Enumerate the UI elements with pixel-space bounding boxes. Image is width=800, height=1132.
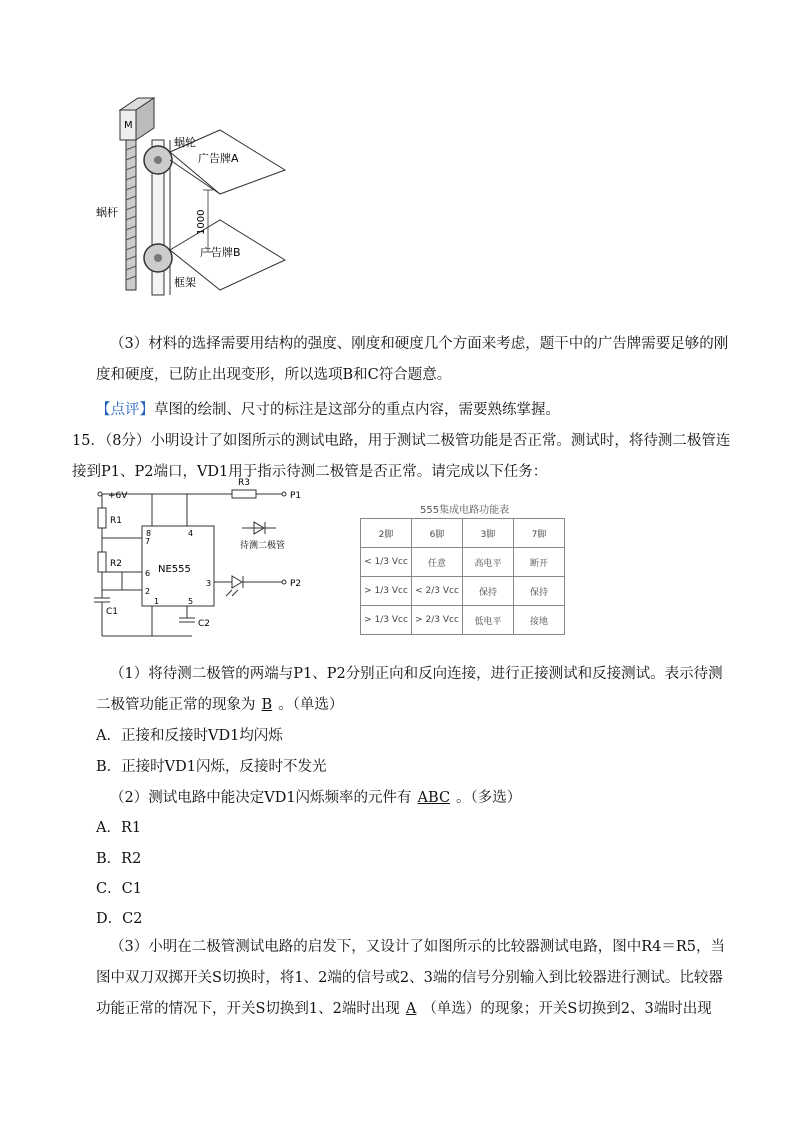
part2-option-c: C．C1 <box>96 881 142 897</box>
part1-option-a: A．正接和反接时VD1均闪烁 <box>96 728 283 744</box>
part2-answer: ABC <box>417 790 451 806</box>
r1-label: R1 <box>110 516 122 526</box>
q15-number: 15． <box>72 433 105 449</box>
part3-text-1: （3）小明在二极管测试电路的启发下，又设计了如图所示的比较器测试电路，图中R4＝R5，当图中双刀双掷开关S切换时，将1、2端的信号或2、3端的信号分别输入到比较器进行测试。比较器功能正常的情况下，开关S切换到1、2端时出现 <box>96 939 726 1017</box>
pin-6: 6 <box>145 569 151 578</box>
table-header: 3脚 <box>463 519 514 548</box>
table-cell: > 2/3 Vcc <box>412 606 463 635</box>
q15-part3-question <box>96 932 732 1025</box>
pin-5: 5 <box>188 597 194 606</box>
part2-text-after: 。（多选） <box>456 790 522 806</box>
table-cell: > 1/3 Vcc <box>361 577 412 606</box>
part2-option-d: D．C2 <box>96 911 143 927</box>
worm-label: 蜗杆 <box>96 206 118 219</box>
part1-answer: B <box>261 697 273 713</box>
table-title: 555集成电路功能表 <box>420 505 510 516</box>
dimension-label: 1000 <box>196 209 207 235</box>
c1-label: C1 <box>106 607 119 617</box>
p2-label: P2 <box>290 579 302 589</box>
part1-text-after: 。（单选） <box>278 697 344 713</box>
comment-text: 草图的绘制、尺寸的标注是这部分的重点内容，需要熟练掌握。 <box>154 402 560 418</box>
table-row <box>361 548 565 577</box>
part1-text-before: （1）将待测二极管的两端与P1、P2分别正向和反向连接，进行正接测试和反接测试。表示待测二极管功能正常的现象为 <box>96 666 723 713</box>
table-header: 7脚 <box>514 519 565 548</box>
table-cell: 高电平 <box>463 548 514 577</box>
table-header-row <box>361 519 565 548</box>
table-header: 6脚 <box>412 519 463 548</box>
sign-b-label: 广告牌B <box>200 246 241 259</box>
table-cell: 低电平 <box>463 606 514 635</box>
part2-option-a: A．R1 <box>96 820 142 836</box>
ne555-test-circuit <box>92 478 342 646</box>
part3-answer: A <box>405 1001 417 1017</box>
q15-part2-question <box>110 786 521 807</box>
supply-label: +6V <box>108 491 128 501</box>
ne555-function-table <box>360 518 565 635</box>
table-row <box>361 577 565 606</box>
comment <box>96 398 560 419</box>
q14-part3-text: （3）材料的选择需要用结构的强度、刚度和硬度几个方面来考虑，题干中的广告牌需要足够的刚度和硬度，已防止出现变形，所以选项B和C符合题意。 <box>96 336 729 383</box>
worm-gear-label: 蜗轮 <box>174 136 196 149</box>
frame-label: 框架 <box>174 276 196 289</box>
r2-label: R2 <box>110 559 122 569</box>
chip-label: NE555 <box>158 564 191 575</box>
c2-label: C2 <box>198 619 211 629</box>
pin-7: 7 <box>145 537 151 546</box>
q15-stem-text: （8分）小明设计了如图所示的测试电路，用于测试二极管功能是否正常。测试时，将待测二极管连接到P1、P2端口，VD1用于指示待测二极管是否正常。请完成以下任务： <box>72 433 731 480</box>
table-cell: 任意 <box>412 548 463 577</box>
table-cell: < 1/3 Vcc <box>361 548 412 577</box>
motor-label: M <box>124 120 133 131</box>
table-cell: > 1/3 Vcc <box>361 606 412 635</box>
table-cell: 断开 <box>514 548 565 577</box>
pin-3: 3 <box>206 579 212 588</box>
table-cell: 保持 <box>514 577 565 606</box>
pin-2: 2 <box>145 587 151 596</box>
sign-a-label: 广告牌A <box>198 152 239 165</box>
worm-gear-sign-figure <box>96 90 300 300</box>
p1-label: P1 <box>290 491 302 501</box>
test-diode-label: 待测二极管 <box>240 541 286 551</box>
pin-1: 1 <box>154 597 160 606</box>
r3-label: R3 <box>238 478 250 488</box>
part2-text-before: （2）测试电路中能决定VD1闪烁频率的元件有 <box>110 790 412 806</box>
table-row <box>361 606 565 635</box>
q15-part1-question <box>96 659 732 721</box>
table-cell: 接地 <box>514 606 565 635</box>
table-cell: < 2/3 Vcc <box>412 577 463 606</box>
table-cell: 保持 <box>463 577 514 606</box>
part1-option-b: B．正接时VD1闪烁，反接时不发光 <box>96 759 327 775</box>
pin-8: 8 <box>146 529 152 538</box>
comment-tag: 【点评】 <box>96 402 154 418</box>
table-header: 2脚 <box>361 519 412 548</box>
q15-stem <box>72 426 732 488</box>
part3-text-2: （单选）的现象；开关S切换到2、3端时出现 <box>422 1001 712 1017</box>
part2-option-b: B．R2 <box>96 851 142 867</box>
pin-4: 4 <box>188 529 194 538</box>
